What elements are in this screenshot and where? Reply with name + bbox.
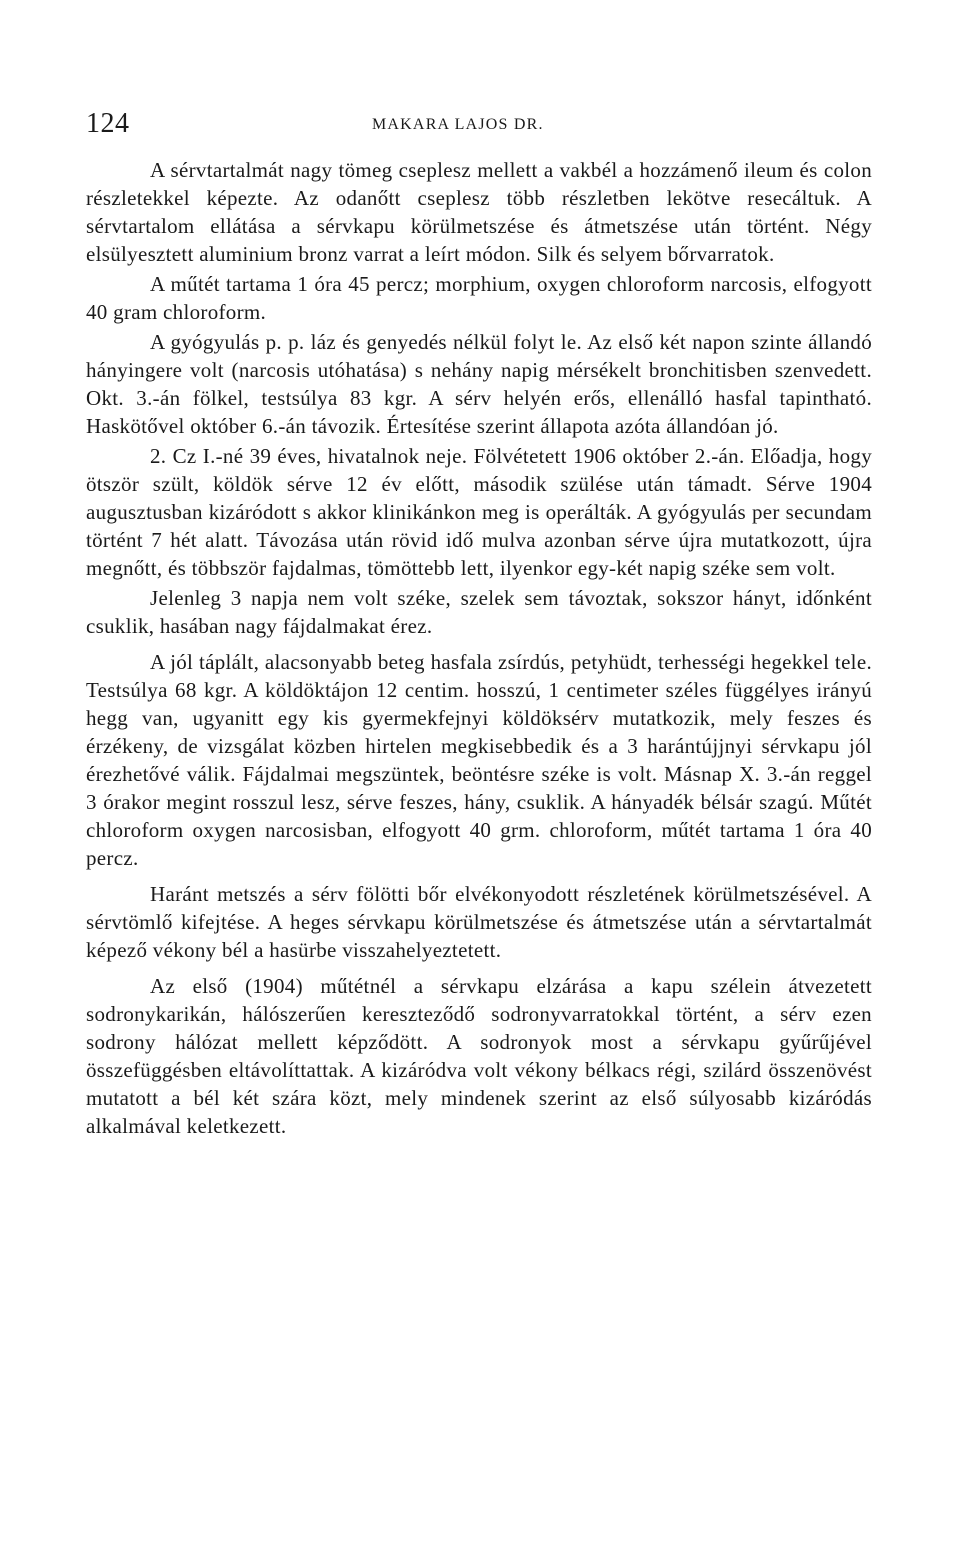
body-text bbox=[86, 156, 872, 1140]
paragraph-examination: A jól táplált, alacsonyabb beteg hasfala zsírdús, petyhüdt, terhességi hegekkel tele. Testsúlya 68 kgr. A köldöktájon 12 centim. hosszú, 1 centimeter széles függélyes irányú hegg van, ugyanitt egy kis gyermekfejnyi köldöksérv mutatkozik, mely feszes és érzékeny, de vizsgálat közben hirtelen megkisebbedik és a 3 harántújjnyi sérvkapu jól érezhetővé válik. Fájdalmai megszüntek, beöntésre széke is volt. Másnap X. 3.-án reggel 3 órakor megint rosszul lesz, sérve feszes, hány, csuklik. A hányadék bélsár szagú. Műtét chloroform oxygen narcosisban, elfogyott 40 grm. chloroform, műtét tartama 1 óra 40 percz. bbox=[86, 650, 872, 870]
paragraph-recovery: A gyógyulás p. p. láz és genyedés nélkül folyt le. Az első két napon szinte állandó hányingere volt (narcosis utóhatása) s nehány napig mérsékelt bronchitisben szenvedett. Okt. 3.-án fölkel, testsúlya 83 kgr. A sérv helyén erős, ellenálló hasfal tapintható. Haskötővel október 6.-án távozik. Értesítése szerint állapota azóta állandóan jó. bbox=[86, 330, 872, 438]
page-number: 124 bbox=[86, 108, 130, 139]
paragraph-incision: Haránt metszés a sérv fölötti bőr elvékonyodott részletének körülmetszésével. A sérvtömlő kifejtése. A heges sérvkapu körülmetszése és átmetszése után a sérvtartalmát képező vékony bél a hasürbe visszahelyeztetett. bbox=[86, 882, 872, 962]
paragraph-first-operation: Az első (1904) műtétnél a sérvkapu elzárása a kapu szélein átvezetett sodronykarikán, hálószerűen kereszteződő sodronyvarratokkal történt, a sérv ezen sodrony hálózat mellett képződött. A sodronyok most a sérvkapu gyűrűjével összefüggésben eltávolíttattak. A kizáródva volt vékony bélkacs régi, szilárd összenövést mutatott a bél két szára közt, mely mindenek szerint az első súlyosabb kizáródás alkalmával keletkezett. bbox=[86, 974, 872, 1138]
paragraph-case-two-history: 2. Cz I.-né 39 éves, hivatalnok neje. Fölvétetett 1906 október 2.-án. Előadja, hogy ötször szült, köldök sérve 12 év előtt, második szülése után támadt. Sérve 1904 augusztusban kizáródott s akkor klinikánkon meg is operálták. A gyógyulás per secundam történt 7 hét alatt. Távozása után rövid idő mulva azonban sérve újra mutatkozott, újra megnőtt, és többször fajdalmas, tömöttebb lett, ilyenkor egy-két napig széke sem volt. bbox=[86, 444, 872, 580]
paragraph-operation-duration: A műtét tartama 1 óra 45 percz; morphium, oxygen chloroform narcosis, elfogyott 40 gram chloroform. bbox=[86, 272, 872, 324]
paragraph-current-symptoms: Jelenleg 3 napja nem volt széke, szelek sem távoztak, sokszor hányt, időnként csuklik, hasában nagy fájdalmakat érez. bbox=[86, 586, 872, 638]
running-title: MAKARA LAJOS DR. bbox=[372, 116, 544, 133]
document-page bbox=[86, 100, 872, 1140]
paragraph-hernia-content: A sérvtartalmát nagy tömeg cseplesz mellett a vakbél a hozzámenő ileum és colon részletekkel képezte. Az odanőtt cseplesz több részletben lekötve resecáltuk. A sérvtartalom ellátása a sérvkapu körülmetszése és átmetszése után történt. Négy elsülyesztett aluminium bronz varrat a leírt módon. Silk és selyem bőrvarratok. bbox=[86, 158, 872, 266]
running-head bbox=[86, 100, 872, 156]
